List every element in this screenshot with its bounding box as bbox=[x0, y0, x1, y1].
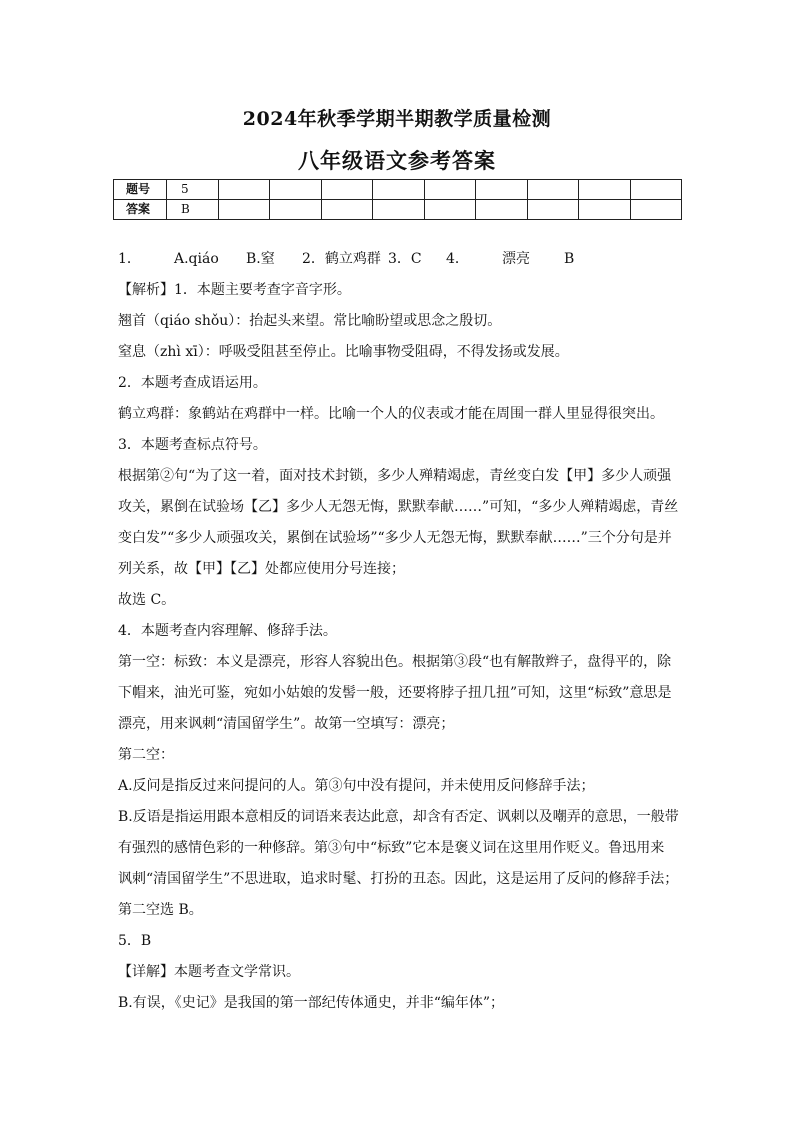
text-line: 漂亮，用来讽刺“清国留学生”。故第一空填写：漂亮； bbox=[118, 716, 455, 732]
table-cell: B bbox=[167, 200, 219, 220]
table-cell bbox=[218, 200, 270, 220]
text-line: A.反问是指反过来问提问的人。第③句中没有提问，并未使用反问修辞手法； bbox=[118, 778, 595, 794]
table-cell bbox=[579, 200, 631, 220]
q1-answer-a: A.qiáo bbox=[174, 251, 219, 267]
text-line: 下帽来，油光可鉴，宛如小姑娘的发髻一般，还要将脖子扭几扭”可知，这里“标致”意思是 bbox=[118, 685, 672, 701]
table-cell bbox=[527, 200, 579, 220]
table-cell bbox=[476, 200, 528, 220]
text-line: 翘首（qiáo shǒu）：抬起头来望。常比喻盼望或思念之殷切。 bbox=[118, 313, 502, 329]
document-subtitle: 八年级语文参考答案 bbox=[298, 148, 496, 173]
table-cell bbox=[270, 200, 322, 220]
table-cell bbox=[476, 180, 528, 200]
table-cell bbox=[373, 180, 425, 200]
answer-body bbox=[118, 244, 684, 1019]
table-cell bbox=[579, 180, 631, 200]
q1-answer-b: B.窒 bbox=[246, 251, 275, 267]
text-line: 故选 C。 bbox=[118, 592, 176, 608]
table-cell bbox=[527, 180, 579, 200]
table-row bbox=[114, 180, 682, 200]
table-cell bbox=[321, 180, 373, 200]
table-cell: 5 bbox=[167, 180, 219, 200]
text-line: 窒息（zhì xī）：呼吸受阻甚至停止。比喻事物受阻碍，不得发扬或发展。 bbox=[118, 344, 569, 360]
text-line: 变白发”“多少人顽强攻关，累倒在试验场”“多少人无怨无悔，默默奉献……”三个分句是并 bbox=[118, 530, 672, 546]
table-cell bbox=[630, 200, 682, 220]
table-cell bbox=[218, 180, 270, 200]
q4-answer-a: 漂亮 bbox=[502, 251, 530, 267]
text-line: 攻关，累倒在试验场【乙】多少人无怨无悔，默默奉献……”可知，“多少人殚精竭虑，青丝 bbox=[118, 499, 679, 515]
table-cell bbox=[424, 200, 476, 220]
table-header-answer: 答案 bbox=[114, 200, 167, 220]
text-line: 第二空选 B。 bbox=[118, 902, 203, 918]
table-cell bbox=[630, 180, 682, 200]
answer-table bbox=[113, 179, 682, 220]
text-line: 5．B bbox=[118, 933, 152, 949]
document-title: 2024年秋季学期半期教学质量检测 bbox=[242, 108, 552, 130]
text-line: 【详解】本题考查文学常识。 bbox=[118, 964, 300, 980]
text-line: B.有误，《史记》是我国的第一部纪传体通史，并非“编年体”； bbox=[118, 995, 505, 1011]
table-cell bbox=[373, 200, 425, 220]
text-line: 鹤立鸡群：象鹤站在鸡群中一样。比喻一个人的仪表或才能在周围一群人里显得很突出。 bbox=[118, 406, 664, 422]
text-line: 【解析】1．本题主要考查字音字形。 bbox=[118, 282, 351, 298]
text-line: B.反语是指运用跟本意相反的词语来表达此意，却含有否定、讽刺以及嘲弄的意思，一般带 bbox=[118, 809, 679, 825]
text-line: 3．本题考查标点符号。 bbox=[118, 437, 267, 453]
text-line: 根据第②句“为了这一着，面对技术封锁，多少人殚精竭虑，青丝变白发【甲】多少人顽强 bbox=[118, 468, 672, 484]
table-row bbox=[114, 200, 682, 220]
table-cell bbox=[424, 180, 476, 200]
q1-number: 1． bbox=[118, 251, 141, 267]
q4-answer-b: B bbox=[564, 251, 575, 267]
table-cell bbox=[321, 200, 373, 220]
text-line: 第二空： bbox=[118, 747, 174, 763]
text-line: 列关系，故【甲】【乙】处都应使用分号连接； bbox=[118, 561, 405, 577]
text-line: 2．本题考查成语运用。 bbox=[118, 375, 267, 391]
text-line: 有强烈的感情色彩的一种修辞。第③句中“标致”它本是褒义词在这里用作贬义。鲁迅用来 bbox=[118, 840, 665, 856]
text-line: 4．本题考查内容理解、修辞手法。 bbox=[118, 623, 337, 639]
table-cell bbox=[270, 180, 322, 200]
text-line: 第一空：标致：本义是漂亮，形容人容貌出色。根据第③段“也有解散辫子，盘得平的，除 bbox=[118, 654, 672, 670]
text-line: 讽刺“清国留学生”不思进取，追求时髦、打扮的丑态。因此，这是运用了反问的修辞手法； bbox=[118, 871, 679, 887]
q3-answer: 3．C bbox=[388, 251, 422, 267]
answer-summary-line bbox=[118, 244, 684, 275]
q2-answer: 2．鹤立鸡群 bbox=[302, 251, 381, 267]
table-header-question: 题号 bbox=[114, 180, 167, 200]
q4-number: 4． bbox=[446, 251, 469, 267]
